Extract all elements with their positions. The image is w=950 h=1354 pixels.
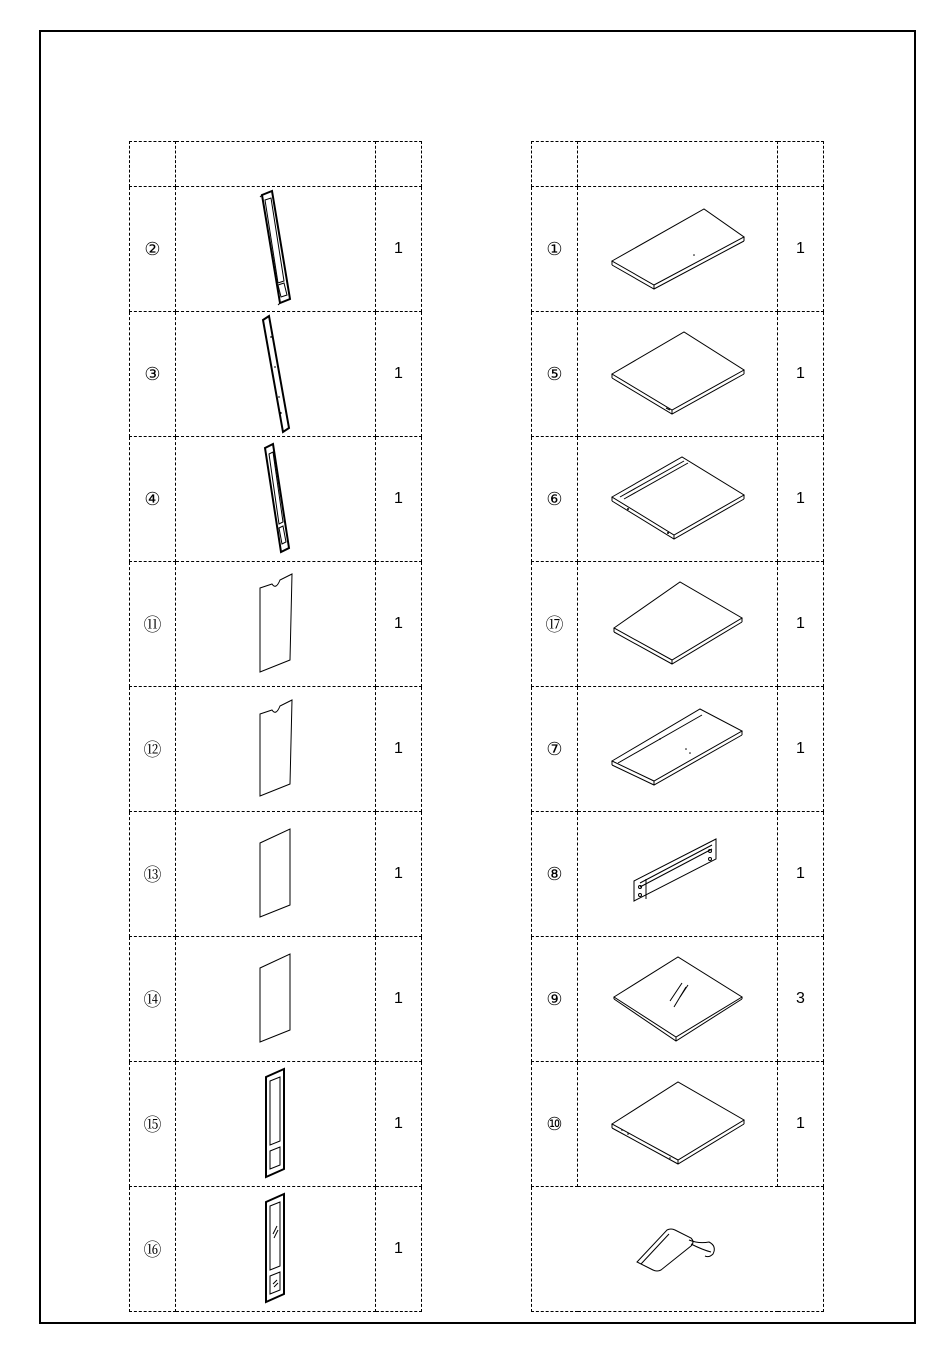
plain-board-icon (176, 954, 375, 1044)
table-row (130, 1062, 422, 1187)
part-quantity: 1 (778, 187, 824, 312)
glass-shelf-icon (578, 957, 777, 1041)
part-quantity: 1 (376, 687, 422, 812)
grooved-shelf-icon (578, 457, 777, 541)
table-row (532, 1062, 824, 1187)
left-parts-table (129, 141, 422, 1312)
table-row (130, 1187, 422, 1312)
table-row (130, 187, 422, 312)
part-quantity: 1 (376, 562, 422, 687)
part-number: ⑭ (130, 937, 176, 1062)
table-footer-row (532, 1187, 824, 1312)
door-frame-icon (176, 444, 375, 554)
part-quantity: 1 (376, 437, 422, 562)
part-number: ⑰ (532, 562, 578, 687)
part-number: ⑦ (532, 687, 578, 812)
part-quantity: 1 (778, 312, 824, 437)
part-quantity: 3 (778, 937, 824, 1062)
plain-board-icon (176, 829, 375, 919)
table-row (130, 937, 422, 1062)
table-row (532, 437, 824, 562)
table-row (130, 562, 422, 687)
part-quantity: 1 (376, 1187, 422, 1312)
table-row (532, 312, 824, 437)
part-number: ⑩ (532, 1062, 578, 1187)
table-row (130, 312, 422, 437)
part-number: ⑪ (130, 562, 176, 687)
part-number: ⑯ (130, 1187, 176, 1312)
table-header-row (130, 142, 422, 187)
part-quantity: 1 (778, 812, 824, 937)
part-number: ① (532, 187, 578, 312)
part-quantity: 1 (778, 1062, 824, 1187)
bottom-panel-icon (578, 709, 777, 789)
table-row (532, 687, 824, 812)
table-row (532, 937, 824, 1062)
notched-board-icon (176, 574, 375, 674)
door-frame-icon (176, 1069, 375, 1179)
top-panel-icon (578, 209, 777, 289)
door-frame-icon (176, 191, 375, 307)
notched-board-icon (176, 700, 375, 798)
part-number: ⑮ (130, 1062, 176, 1187)
part-quantity: 1 (778, 562, 824, 687)
table-row (532, 812, 824, 937)
part-quantity: 1 (376, 187, 422, 312)
table-row (532, 187, 824, 312)
table-row (130, 687, 422, 812)
part-number: ⑤ (532, 312, 578, 437)
part-number: ③ (130, 312, 176, 437)
part-quantity: 1 (376, 937, 422, 1062)
shelf-panel-icon (578, 332, 777, 416)
part-number: ⑬ (130, 812, 176, 937)
part-quantity: 1 (376, 1062, 422, 1187)
shelf-panel-icon (578, 582, 777, 666)
rail-bar-icon (578, 839, 777, 909)
part-number: ④ (130, 437, 176, 562)
part-quantity: 1 (376, 312, 422, 437)
part-quantity: 1 (778, 437, 824, 562)
hardware-bag-icon (532, 1224, 823, 1274)
part-quantity: 1 (778, 687, 824, 812)
part-number: ② (130, 187, 176, 312)
part-number: ⑥ (532, 437, 578, 562)
part-quantity: 1 (376, 812, 422, 937)
right-parts-table (531, 141, 824, 1312)
table-header-row (532, 142, 824, 187)
side-panel-icon (176, 316, 375, 432)
table-row (532, 562, 824, 687)
table-row (130, 812, 422, 937)
shelf-panel-icon (578, 1082, 777, 1166)
glass-door-icon (176, 1194, 375, 1304)
table-row (130, 437, 422, 562)
part-number: ⑫ (130, 687, 176, 812)
part-number: ⑧ (532, 812, 578, 937)
part-number: ⑨ (532, 937, 578, 1062)
